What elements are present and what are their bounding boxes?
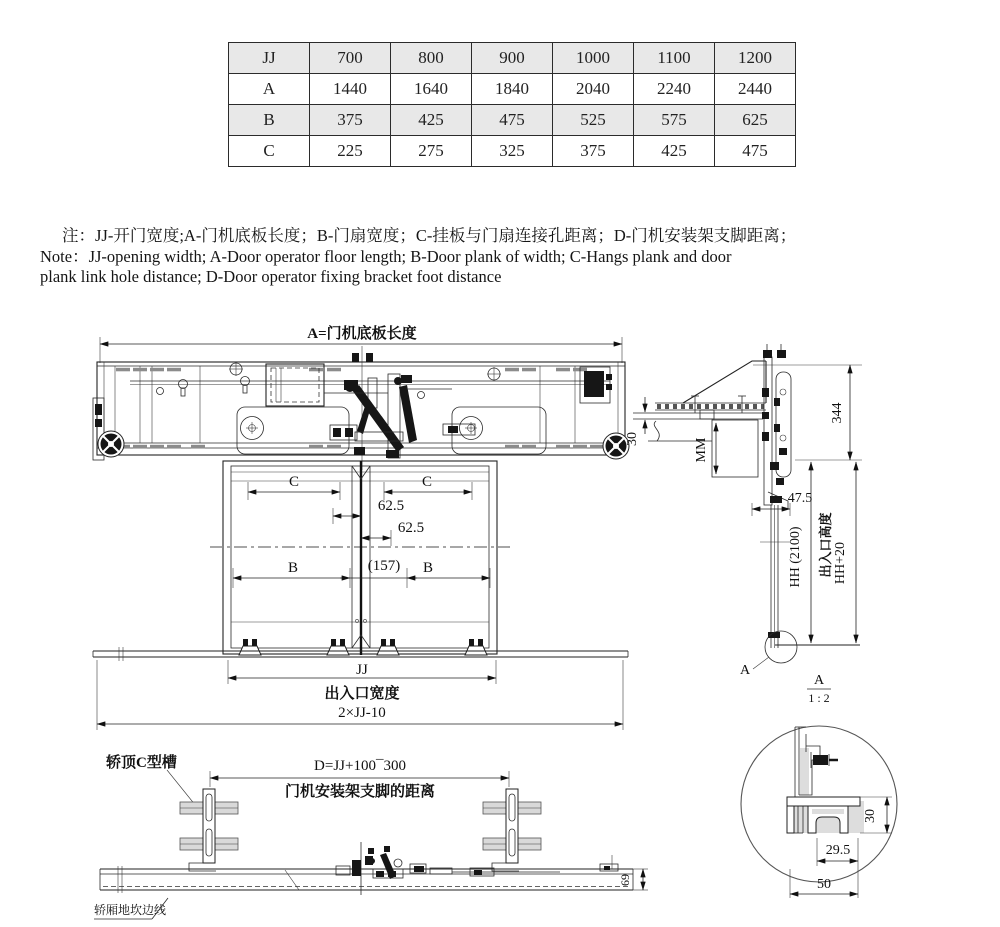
detail-sill-profile (787, 797, 864, 833)
table-header-cell: 700 (310, 43, 391, 74)
table-cell: A (229, 74, 310, 105)
table-cell: 225 (310, 136, 391, 167)
dim-label-30-side: 30 (625, 432, 640, 446)
dim-label-jj: JJ (356, 662, 368, 678)
table-cell: 375 (553, 136, 634, 167)
table-header-cell: 1100 (634, 43, 715, 74)
table-cell: 425 (634, 136, 715, 167)
table-cell: 275 (391, 136, 472, 167)
door-guide-shoes (239, 639, 487, 655)
dim-label-2jj10: 2×JJ-10 (338, 705, 386, 721)
note-line-en-1: Note：JJ-opening width; A-Door operator floor length; B-Door plank of width; C-Hangs plank and door (40, 246, 732, 266)
table-header-cell: 1000 (553, 43, 634, 74)
dim-label-69: 69 (618, 874, 632, 886)
table-cell: 2040 (553, 74, 634, 105)
table-cell: 475 (715, 136, 796, 167)
dim-label-b-right: B (422, 560, 434, 576)
table-cell: 2440 (715, 74, 796, 105)
door-panels (210, 461, 510, 655)
dim-label-d: D=JJ+100¯300 (314, 758, 406, 774)
table-cell: 475 (472, 105, 553, 136)
dim-label-62-5-b: 62.5 (397, 520, 425, 536)
label-c-channel: 轿顶C型槽 (106, 755, 177, 771)
detail-title-a: A (813, 673, 825, 688)
table-cell: 2240 (634, 74, 715, 105)
table-cell: 1840 (472, 74, 553, 105)
table-cell: 325 (472, 136, 553, 167)
note-line-cn: 注：JJ-开门宽度;A-门机底板长度；B-门扇宽度；C-挂板与门扇连接孔距离；D-门机安装架支脚距离； (62, 226, 797, 245)
dim-label-344: 344 (830, 402, 845, 424)
dim-label-29-5: 29.5 (825, 843, 851, 858)
table-cell: 625 (715, 105, 796, 136)
dim-label-62-5-a: 62.5 (377, 498, 405, 514)
dim-label-50: 50 (817, 877, 831, 892)
table-cell: 375 (310, 105, 391, 136)
label-entrance-width: 出入口宽度 (324, 686, 400, 702)
table-cell: 1440 (310, 74, 391, 105)
table-cell: 425 (391, 105, 472, 136)
rail-slots (116, 368, 604, 449)
dim-label-30-detail: 30 (863, 809, 878, 823)
table-cell: C (229, 136, 310, 167)
detail-scale: 1 : 2 (808, 691, 830, 705)
detail-marker-a: A (739, 663, 751, 678)
dim-label-47-5: 47.5 (787, 491, 813, 506)
detail-bracket (795, 727, 838, 799)
dim-label-c-left: C (288, 474, 300, 490)
table-header-cell: 1200 (715, 43, 796, 74)
label-entrance-height: 出入口高度 (818, 512, 833, 578)
table-cell: 525 (553, 105, 634, 136)
table-cell: 575 (634, 105, 715, 136)
dim-label-hh20: HH+20 (833, 541, 848, 585)
label-bracket-distance: 门机安装架支脚的距离 (284, 784, 436, 800)
dim-label-c-right: C (421, 474, 433, 490)
label-sill-edge: 轿厢地坎边线 (94, 903, 167, 917)
right-mount-bracket (483, 789, 541, 871)
note-line-en-2: plank link hole distance; D-Door operator fixing bracket foot distance (40, 267, 502, 286)
table-header-cell: 800 (391, 43, 472, 74)
table-header-cell: 900 (472, 43, 553, 74)
dim-label-b-left: B (287, 560, 299, 576)
dim-label-mm: MM (694, 437, 709, 463)
table-header-cell: JJ (229, 43, 310, 74)
front-view-drawing (93, 324, 629, 730)
table-cell: 1640 (391, 74, 472, 105)
bottom-view-drawing (94, 753, 648, 919)
detail-a-drawing (741, 726, 897, 898)
table-cell: B (229, 105, 310, 136)
left-pulley (93, 398, 124, 460)
dim-label-a: A=门机底板长度 (307, 326, 417, 342)
left-mount-bracket (180, 789, 238, 871)
side-view-drawing (625, 344, 862, 705)
dim-label-157: (157) (367, 558, 401, 574)
dim-label-hh: HH (2100) (788, 526, 803, 588)
